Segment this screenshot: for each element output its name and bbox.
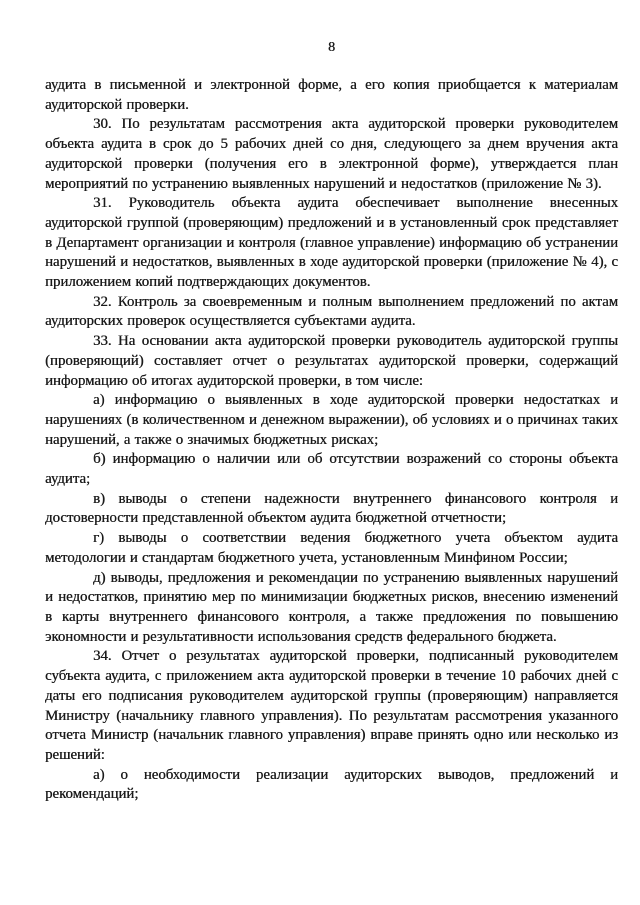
body-paragraph: а) о необходимости реализации аудиторских выводов, предложений и рекомендаций; xyxy=(45,766,618,803)
body-paragraph: 34. Отчет о результатах аудиторской проверки, подписанный руководителем субъекта аудита, с приложением акта аудиторской проверки в течение 10 рабочих дней с даты его подписания руководителем аудиторской группы (проверяющим) направляется Министру (начальнику главного управления). По результатам рассмотрения указанного отчета Министр (начальник главного управления) вправе принять одно или несколько из решений: xyxy=(45,648,618,763)
body-paragraph: г) выводы о соответствии ведения бюджетного учета объектом аудита методологии и стандартам бюджетного учета, установленным Минфином России; xyxy=(45,530,618,566)
document-body xyxy=(45,76,618,805)
body-paragraph: 30. По результатам рассмотрения акта аудиторской проверки руководителем объекта аудита в срок до 5 рабочих дней со дня, следующего за днем вручения акта аудиторской проверки (получения его в электронной форме), утверждается план мероприятий по устранению выявленных нарушений и недостатков (приложение № 3). xyxy=(45,116,618,192)
body-paragraph: а) информацию о выявленных в ходе аудиторской проверки недостатках и нарушениях (в количественном и денежном выражении), об условиях и о причинах таких нарушений, а также о значимых бюджетных рисках; xyxy=(45,392,618,448)
body-paragraph: д) выводы, предложения и рекомендации по устранению выявленных нарушений и недостатков, принятию мер по минимизации бюджетных рисков, внесению изменений в карты внутреннего финансового контроля, а также предложения по повышению экономности и результативности использования средств федерального бюджета. xyxy=(45,569,618,645)
body-paragraph: аудита в письменной и электронной форме, а его копия приобщается к материалам аудиторской проверки. xyxy=(45,77,618,113)
body-paragraph: 31. Руководитель объекта аудита обеспечивает выполнение внесенных аудиторской группой (проверяющим) предложений и в установленный срок представляет в Департамент организации и контроля (главное управление) информацию об устранении нарушений и недостатков, выявленных в ходе аудиторской проверки (приложение № 4), с приложением копий подтверждающих документов. xyxy=(45,195,618,291)
body-paragraph: в) выводы о степени надежности внутреннего финансового контроля и достоверности представленной объектом аудита бюджетной отчетности; xyxy=(45,490,618,527)
body-paragraph: 32. Контроль за своевременным и полным выполнением предложений по актам аудиторских проверок осуществляется субъектами аудита. xyxy=(45,293,618,330)
page-number: 8 xyxy=(328,40,335,55)
body-paragraph: 33. На основании акта аудиторской проверки руководитель аудиторской группы (проверяющий) составляет отчет о результатах аудиторской проверки, содержащий информацию об итогах аудиторской проверки, в том числе: xyxy=(45,333,618,389)
body-paragraph: б) информацию о наличии или об отсутствии возражений со стороны объекта аудита; xyxy=(45,451,618,488)
